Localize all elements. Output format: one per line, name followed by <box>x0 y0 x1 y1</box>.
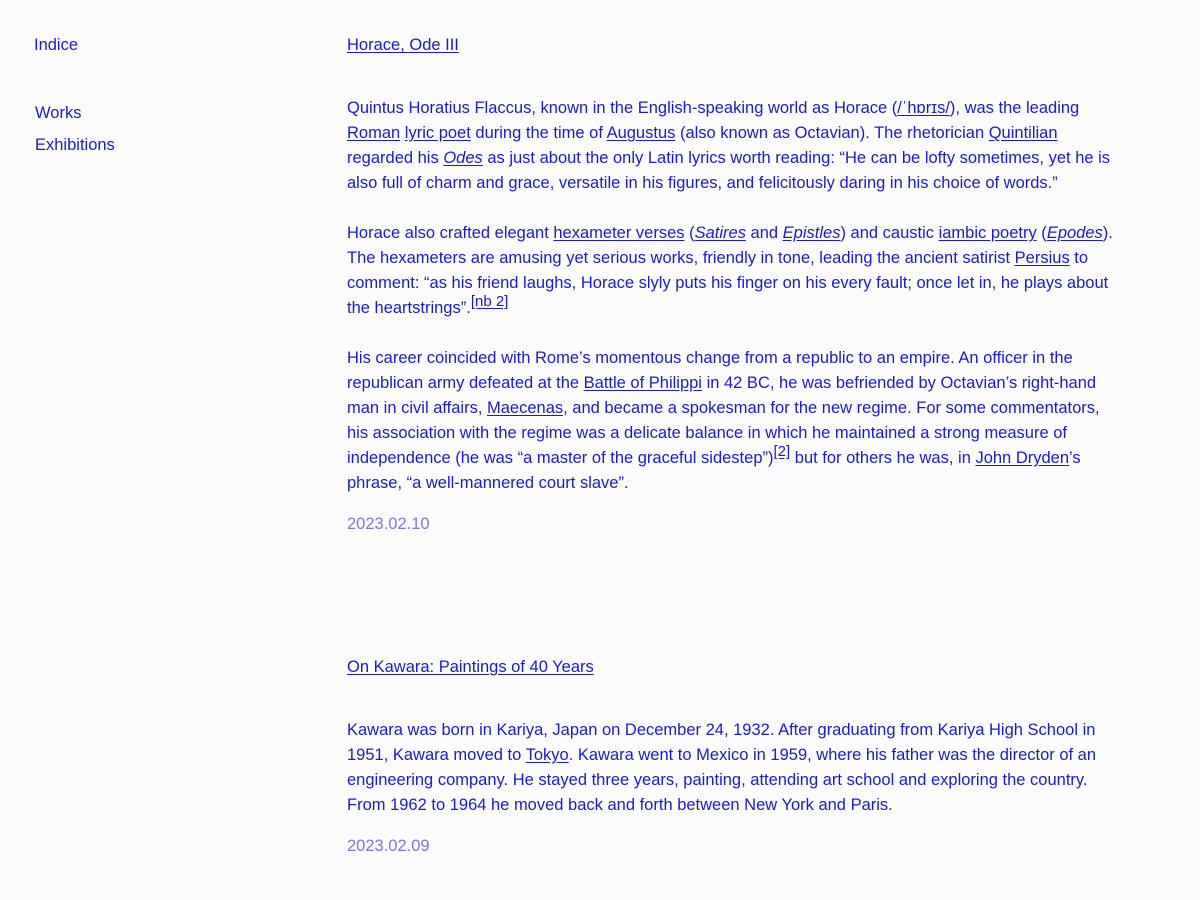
footnote-link[interactable]: [nb 2] <box>470 293 509 310</box>
post-paragraph <box>347 96 1117 196</box>
text: ’s phrase, “a well-mannered court slave”. <box>347 449 1081 492</box>
post <box>347 34 1117 535</box>
sidebar-nav <box>35 97 115 161</box>
link-battle-of-philippi[interactable]: Battle of Philippi <box>583 374 702 392</box>
text: as just about the only Latin lyrics worth reading: “He can be lofty sometimes, yet he is also full of charm and grace, versatile in his figures, and felicitously daring in his choice of words.” <box>347 149 1111 192</box>
link-maecenas[interactable]: Maecenas <box>487 399 564 417</box>
post <box>347 656 1117 857</box>
post-date: 2023.02.10 <box>347 515 430 533</box>
text: in 42 BC, he was befriended by Octavian’s right-hand man in civil affairs, <box>347 374 1097 417</box>
text: to comment: “as his friend laughs, Horace slyly puts his finger on his every fault; once let in, he plays about the heartstrings”. <box>347 249 1109 317</box>
text: , and became a spokesman for the new regime. For some commentators, his association with the regime was a delicate balance in which he maintained a strong measure of independence (he was “a master of the graceful sidestep”) <box>347 399 1100 467</box>
link-satires[interactable]: Satires <box>694 224 746 242</box>
link-roman[interactable]: Roman <box>347 124 401 142</box>
post-paragraph <box>347 718 1117 818</box>
text: ( <box>1036 224 1047 242</box>
nav-item-exhibitions <box>35 129 115 161</box>
link-odes[interactable]: Odes <box>443 149 483 167</box>
post-title-link[interactable]: Horace, Ode III <box>347 36 459 54</box>
text: ) and caustic <box>840 224 939 242</box>
link-lyric-poet[interactable]: lyric poet <box>404 124 471 142</box>
link-iambic-poetry[interactable]: iambic poetry <box>938 224 1037 242</box>
text: (also known as Octavian). The rhetorician <box>675 124 989 142</box>
link-epodes[interactable]: Epodes <box>1046 224 1103 242</box>
text: ), was the leading <box>949 99 1080 117</box>
text: Horace also crafted elegant <box>347 224 554 242</box>
post-body <box>347 96 1117 496</box>
footnote-ref <box>774 443 791 460</box>
text: His career coincided with Rome’s momentous change from a republic to an empire. An officer in the republican army defeated at the <box>347 349 1073 392</box>
text: and <box>745 224 783 242</box>
text: regarded his <box>347 149 444 167</box>
link-quintilian[interactable]: Quintilian <box>988 124 1058 142</box>
text: ( <box>684 224 695 242</box>
link-persius[interactable]: Persius <box>1014 249 1070 267</box>
post-date: 2023.02.09 <box>347 837 430 855</box>
post-title-link[interactable]: On Kawara: Paintings of 40 Years <box>347 658 594 676</box>
post-paragraph <box>347 346 1117 496</box>
footnote-ref <box>471 293 509 310</box>
text: during the time of <box>470 124 607 142</box>
text: ). The hexameters are amusing yet serious works, friendly in tone, leading the ancient satirist <box>347 224 1113 267</box>
text: Quintus Horatius Flaccus, known in the English-speaking world as Horace ( <box>347 99 898 117</box>
site-title-link[interactable]: Indice <box>34 36 79 54</box>
nav-item-works <box>35 97 115 129</box>
post-paragraph <box>347 221 1117 321</box>
text: . Kawara went to Mexico in 1959, where his father was the director of an engineering company. He stayed three years, painting, attending art school and exploring the country. From 1962 to 1964 he moved back and forth between New York and Paris. <box>347 746 1097 814</box>
post-list <box>347 34 1117 857</box>
post-body <box>347 718 1117 818</box>
pronunciation-link[interactable]: /ˈhɒrɪs/ <box>897 99 950 117</box>
text: Kawara was born in Kariya, Japan on December 24, 1932. After graduating from Kariya High School in 1951, Kawara moved to <box>347 721 1096 764</box>
text: but for others he was, in <box>790 449 976 467</box>
footnote-link[interactable]: [2] <box>773 443 791 460</box>
nav-link-exhibitions[interactable]: Exhibitions <box>35 136 115 154</box>
link-john-dryden[interactable]: John Dryden <box>975 449 1070 467</box>
link-hexameter-verses[interactable]: hexameter verses <box>553 224 685 242</box>
link-epistles[interactable]: Epistles <box>782 224 841 242</box>
link-tokyo[interactable]: Tokyo <box>525 746 569 764</box>
nav-link-works[interactable]: Works <box>35 104 82 122</box>
link-augustus[interactable]: Augustus <box>606 124 676 142</box>
